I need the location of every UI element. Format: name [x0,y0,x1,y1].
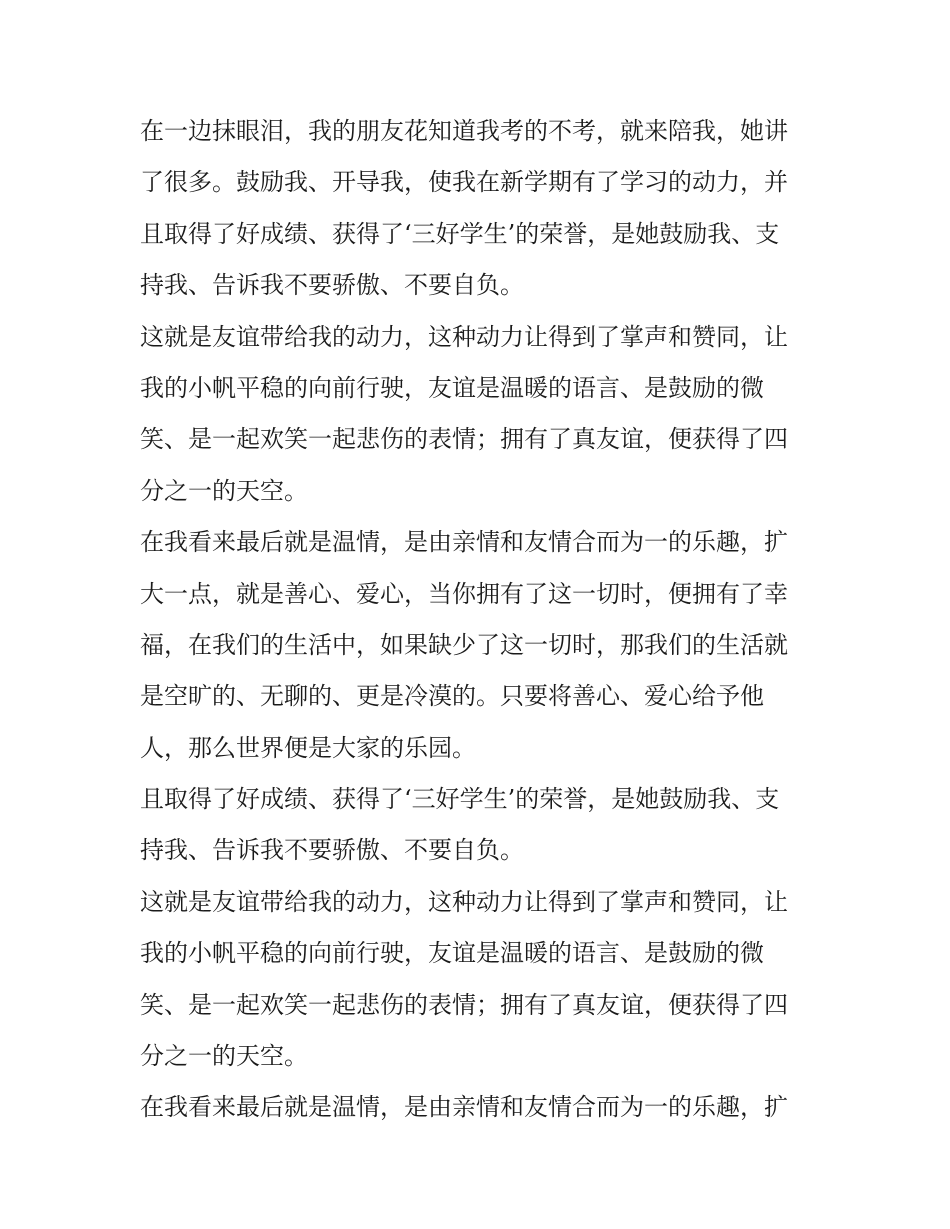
text-line: 福，在我们的生活中，如果缺少了这一切时，那我们的生活就 [140,630,788,659]
document-body-text [140,110,820,1138]
text-line: 这就是友谊带给我的动力，这种动力让得到了掌声和赞同，让 [140,887,788,916]
text-line: 持我、告诉我不要骄傲、不要自负。 [140,836,524,865]
text-line: 我的小帆平稳的向前行驶，友谊是温暖的语言、是鼓励的微 [140,373,764,402]
text-line: 且取得了好成绩、获得了‘三好学生’的荣誉，是她鼓励我、支 [140,219,780,248]
text-line: 笑、是一起欢笑一起悲伤的表情；拥有了真友谊，便获得了四 [140,425,788,454]
text-line: 大一点，就是善心、爱心，当你拥有了这一切时，便拥有了幸 [140,579,788,608]
text-line: 且取得了好成绩、获得了‘三好学生’的荣誉，是她鼓励我、支 [140,785,780,814]
text-line: 持我、告诉我不要骄傲、不要自负。 [140,271,524,300]
text-line: 了很多。鼓励我、开导我，使我在新学期有了学习的动力，并 [140,168,788,197]
text-line: 我的小帆平稳的向前行驶，友谊是温暖的语言、是鼓励的微 [140,939,764,968]
text-line: 分之一的天空。 [140,1042,308,1071]
text-line: 笑、是一起欢笑一起悲伤的表情；拥有了真友谊，便获得了四 [140,990,788,1019]
text-line: 在我看来最后就是温情，是由亲情和友情合而为一的乐趣，扩 [140,1093,788,1122]
text-line: 在我看来最后就是温情，是由亲情和友情合而为一的乐趣，扩 [140,528,788,557]
text-line: 分之一的天空。 [140,476,308,505]
text-line: 人，那么世界便是大家的乐园。 [140,733,476,762]
text-line: 是空旷的、无聊的、更是冷漠的。只要将善心、爱心给予他 [140,682,764,711]
text-line: 在一边抹眼泪，我的朋友花知道我考的不考，就来陪我，她讲 [140,117,788,145]
text-line: 这就是友谊带给我的动力，这种动力让得到了掌声和赞同，让 [140,322,788,351]
